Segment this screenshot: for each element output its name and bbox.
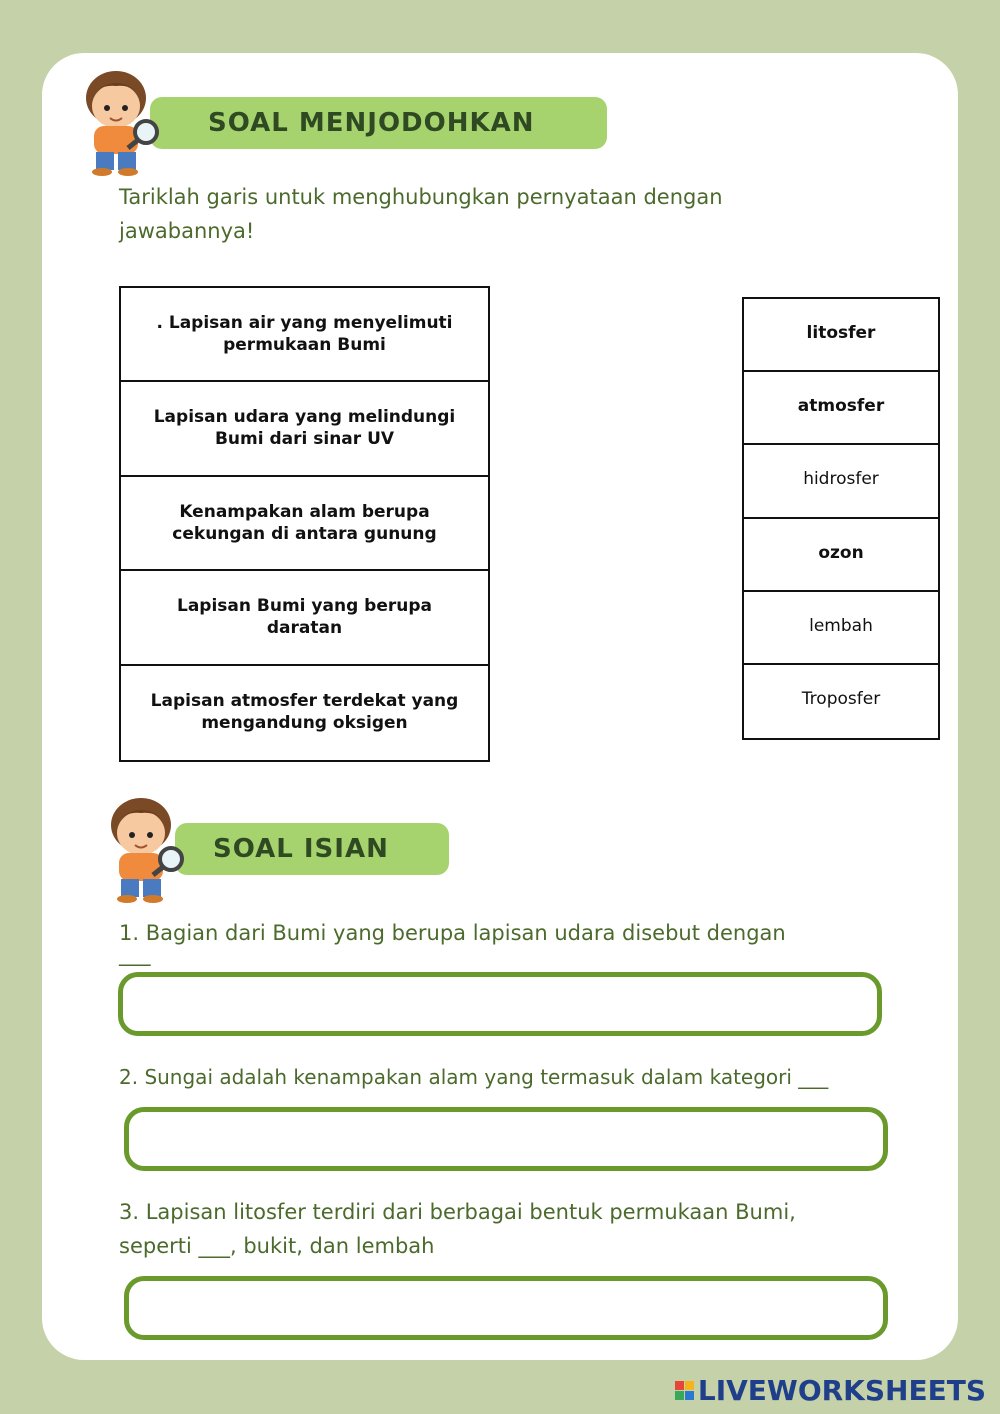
answer-option-troposfer[interactable]: Troposfer [801,688,881,709]
statement-item-1[interactable]: . Lapisan air yang menyelimuti permukaan Bumi [121,288,488,382]
instruction-line2: jawabannya! [119,219,255,243]
question-1-line1: 1. Bagian dari Bumi yang berupa lapisan udara disebut dengan [119,921,786,945]
question-1 [119,916,919,966]
answer-option-litosfer[interactable]: litosfer [744,299,938,372]
section-title-fill-in: SOAL ISIAN [213,834,389,864]
liveworksheets-logo-icon [675,1381,694,1400]
instruction-line1: Tariklah garis untuk menghubungkan pernyataan dengan [119,185,723,209]
liveworksheets-brand [675,1374,986,1407]
answer-option-hidrosfer[interactable]: hidrosfer [744,445,938,518]
kid-magnifier-icon [97,795,187,905]
section-banner-matching [150,97,607,149]
answers-table [742,297,940,740]
answer-input-1[interactable] [118,972,882,1036]
answer-input-2[interactable] [124,1107,888,1171]
question-3 [119,1195,919,1263]
answer-option-atmosfer[interactable]: atmosfer [744,372,938,445]
kid-magnifier-icon [72,68,162,178]
question-2 [119,1060,959,1094]
statements-table [119,286,490,762]
statement-item-4[interactable]: Lapisan Bumi yang berupa daratan [121,571,488,665]
statement-item-2[interactable]: Lapisan udara yang melindungi Bumi dari sinar UV [121,382,488,476]
answer-option-ozon[interactable]: ozon [744,519,938,592]
section-title-matching: SOAL MENJODOHKAN [208,108,535,138]
statement-item-5[interactable]: Lapisan atmosfer terdekat yang mengandung oksigen [150,690,459,733]
instruction-text [119,180,879,248]
question-1-line2: ___ [119,942,151,966]
statement-item-3[interactable]: Kenampakan alam berupa cekungan di antara gunung [121,477,488,571]
section-banner-fill-in [175,823,449,875]
brand-name: LIVEWORKSHEETS [697,1374,986,1407]
question-2-text: 2. Sungai adalah kenampakan alam yang termasuk dalam kategori ___ [119,1065,829,1089]
question-3-line1: 3. Lapisan litosfer terdiri dari berbagai bentuk permukaan Bumi, [119,1200,796,1224]
answer-option-lembah[interactable]: lembah [744,592,938,665]
question-3-line2: seperti ___, bukit, dan lembah [119,1234,435,1258]
answer-input-3[interactable] [124,1276,888,1340]
